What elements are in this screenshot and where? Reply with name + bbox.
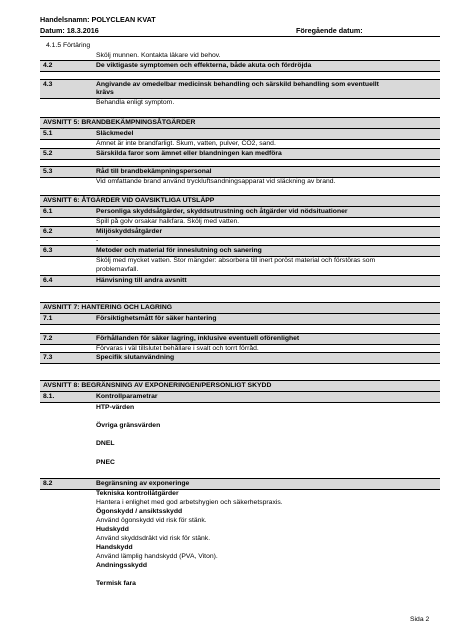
eye-protection-label: Ögonskydd / ansiktsskydd (96, 508, 183, 515)
dnel-label: DNEL (96, 440, 115, 447)
section-title: AVSNITT 7: HANTERING OCH LAGRING (43, 304, 173, 311)
section-7-3-header (40, 352, 440, 364)
section-number: 6.4 (43, 277, 53, 284)
section-4-3-header (40, 79, 440, 99)
section-6-3-header (40, 245, 440, 257)
section-title: De viktigaste symptomen och effekterna, både akuta och fördröjda (96, 62, 312, 69)
document-date: Datum: 18.3.2016 (40, 26, 99, 35)
section-7-1-header (40, 313, 440, 325)
section-number: 7.1 (43, 315, 53, 322)
section-8-2-header (40, 478, 440, 490)
tech-controls-text: Hantera i enlighet med god arbetshygien och säkerhetspraxis. (96, 499, 283, 506)
section-number: 6.3 (43, 247, 53, 254)
s415-text: Skölj munnen. Kontakta läkare vid behov. (96, 52, 221, 59)
section-number: 8.1. (43, 393, 55, 400)
section-title: Särskilda faror som ämnet eller blandningen kan medföra (96, 150, 282, 157)
s51-text: Ämnet är inte brandfarligt. Skum, vatten, pulver, CO2, sand. (96, 140, 276, 147)
thermal-hazard-label: Termisk fara (96, 580, 136, 587)
section-4-2-header (40, 60, 440, 72)
skin-protection-label: Hudskydd (96, 526, 129, 533)
eye-protection-text: Använd ögonskydd vid risk för stänk. (96, 517, 207, 524)
section-number: 6.1 (43, 208, 53, 215)
section-title: Förhållanden för säker lagring, inklusive eventuell oförenlighet (96, 335, 300, 342)
section-6-1-header (40, 206, 440, 218)
section-6-4-header (40, 275, 440, 287)
s61-text: Spill på golv orsakar halkfara. Skölj med vatten. (96, 218, 240, 225)
hand-protection-text: Använd lämplig handskydd (PVA, Viton). (96, 553, 218, 560)
tech-controls-label: Tekniska kontrollåtgärder (96, 490, 179, 497)
other-limits-label: Övriga gränsvärden (96, 422, 161, 429)
section-number: 8.2 (43, 480, 53, 487)
htp-values-label: HTP-värden (96, 404, 135, 411)
section-5-3-header (40, 166, 440, 178)
section-number: 5.1 (43, 130, 53, 137)
section-5-2-header (40, 148, 440, 160)
section-title: Begränsning av exponeringe (96, 480, 190, 487)
section-5-1-header (40, 128, 440, 140)
s63-text-line2: problemavfall. (96, 266, 139, 273)
section-title: Personliga skyddsåtgärder, skyddsutrustning och åtgärder vid nödsituationer (96, 208, 348, 215)
s415-label: 4.1.5 Förtäring (46, 42, 91, 49)
hand-protection-label: Handskydd (96, 544, 133, 551)
section-number: 6.2 (43, 228, 53, 235)
section-number: 7.2 (43, 335, 53, 342)
s53-text: Vid omfattande brand använd tryckluftsandningsapparat vid släckning av brand. (96, 178, 336, 185)
section-title: AVSNITT 5: BRANDBEKÄMPNINGSÅTGÄRDER (43, 119, 196, 126)
section-number: 5.2 (43, 150, 53, 157)
respiratory-protection-label: Andningsskydd (96, 562, 147, 569)
section-title: Kontrollparametrar (96, 393, 158, 400)
section-number: 7.3 (43, 354, 53, 361)
section-8-1-header (40, 391, 440, 403)
skin-protection-text: Använd skyddsdräkt vid risk för stänk. (96, 535, 211, 542)
s63-text-line1: Skölj med mycket vatten. Stor mängder: absorbera till inert poröst material och förstöras som (96, 257, 376, 264)
section-title: Släckmedel (96, 130, 134, 137)
section-title: Hänvisning till andra avsnitt (96, 277, 187, 284)
section-title: Råd till brandbekämpningspersonal (96, 168, 212, 175)
section-title: AVSNITT 8: BEGRÄNSNING AV EXPONERINGEN/PERSONLIGT SKYDD (43, 382, 272, 389)
section-title-line1: Angivande av omedelbar medicinsk behandling och särskild behandling som eventuellt (96, 81, 379, 88)
section-title-line2: krävs (96, 89, 114, 96)
page-number: Sida 2 (410, 616, 430, 623)
section-title: Försiktighetsmått för säker hantering (96, 315, 217, 322)
previous-date: Föregående datum: (296, 26, 363, 35)
section-number: 4.3 (43, 81, 53, 88)
section-title: Specifik slutanvändning (96, 354, 175, 361)
s62-text: - (96, 237, 99, 244)
section-number: 4.2 (43, 62, 53, 69)
section-title: Metoder och material för inneslutning och sanering (96, 247, 262, 254)
section-number: 5.3 (43, 168, 53, 175)
section-7-2-header (40, 333, 440, 345)
section-title: Miljöskyddsåtgärder (96, 228, 163, 235)
s72-text: Förvaras i väl tillslutet behållare i svalt och torrt förråd. (96, 345, 259, 352)
trade-name: Handelsnamn: POLYCLEAN KVAT (40, 15, 156, 24)
section-6-2-header (40, 226, 440, 238)
s43-text: Behandla enligt symptom. (96, 99, 175, 106)
header-rule (40, 36, 440, 37)
pnec-label: PNEC (96, 459, 115, 466)
section-title: AVSNITT 6: ÅTGÄRDER VID OAVSIKTLIGA UTSLÄPP (43, 197, 215, 204)
